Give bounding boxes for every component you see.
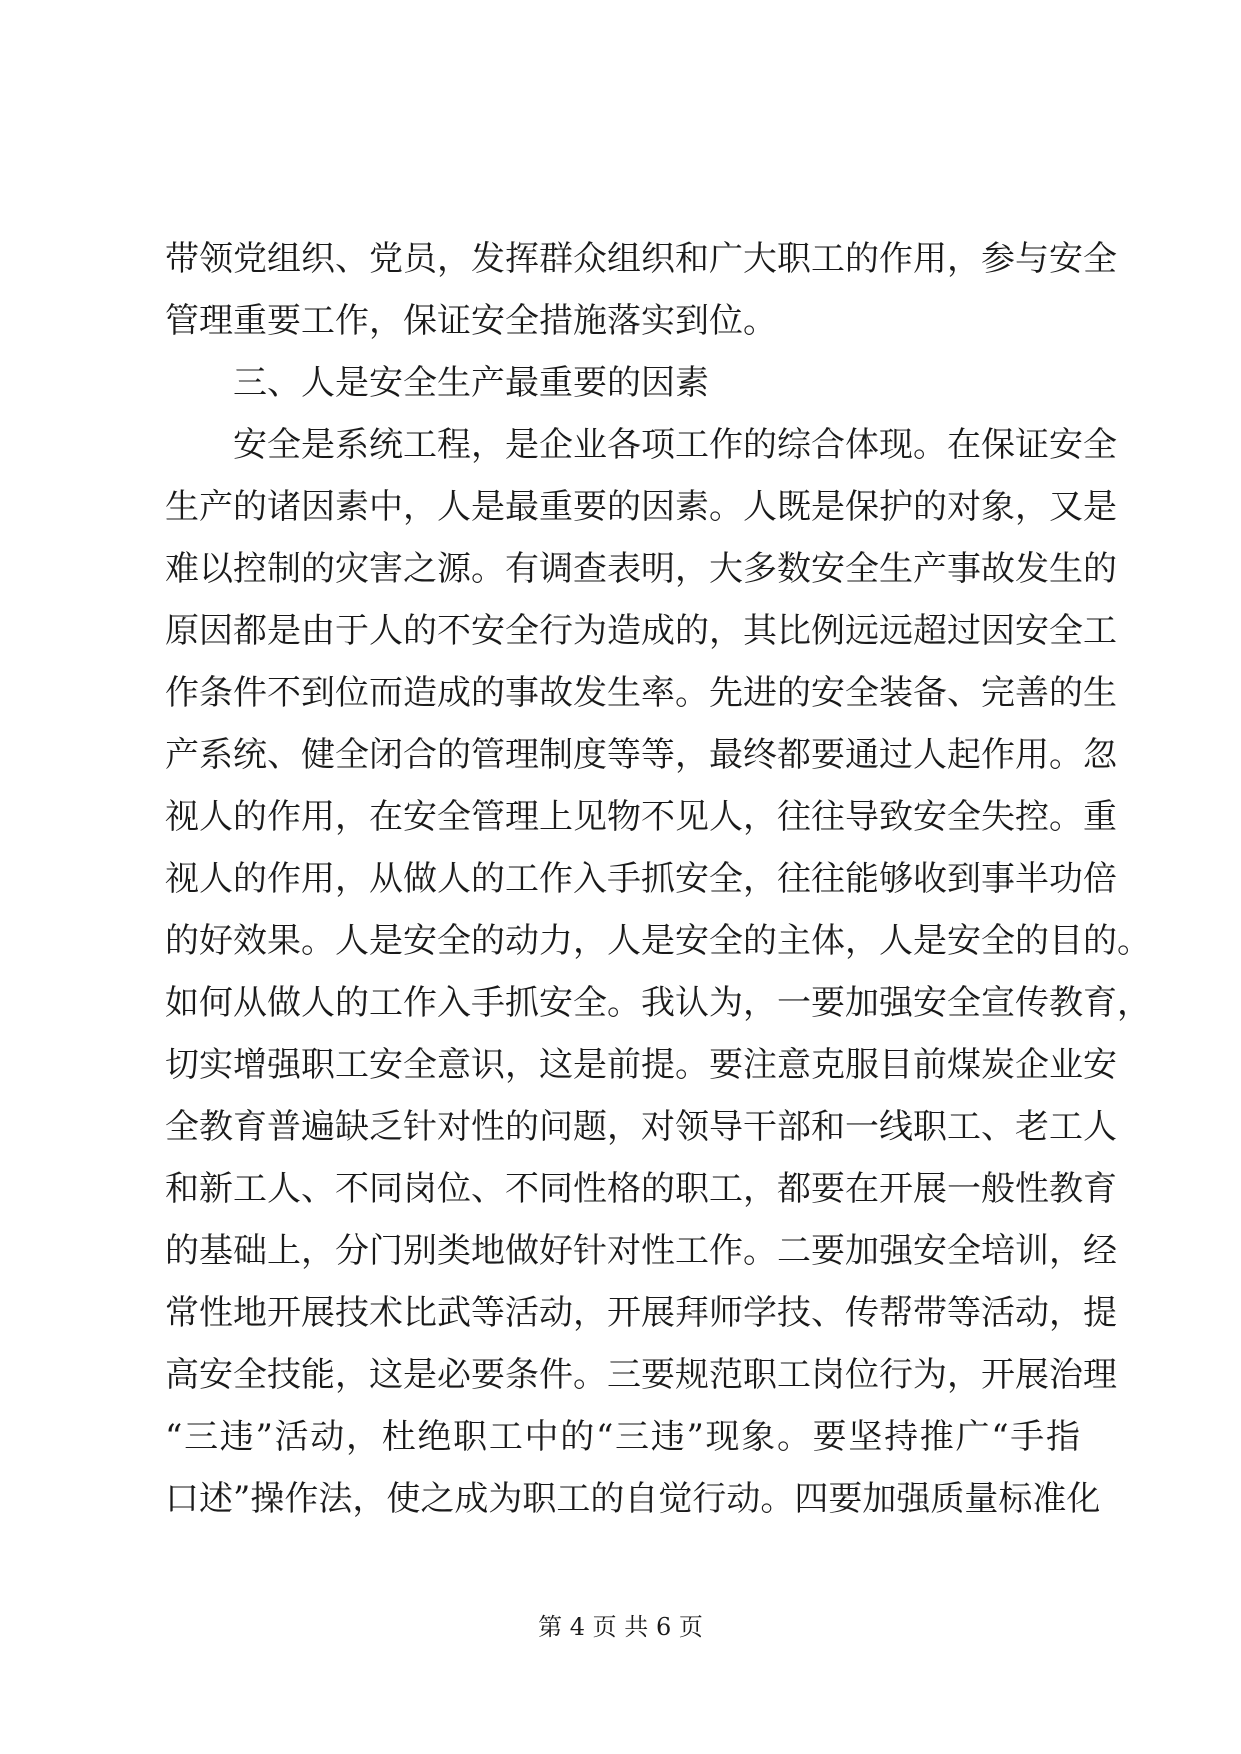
text-line: 常性地开展技术比武等活动，开展拜师学技、传帮带等活动，提	[165, 1293, 1117, 1333]
text-line: 口述”操作法，使之成为职工的自觉行动。四要加强质量标准化	[165, 1479, 1101, 1519]
text-line: 和新工人、不同岗位、不同性格的职工，都要在开展一般性教育	[165, 1169, 1117, 1209]
text-line: 的好效果。人是安全的动力，人是安全的主体，人是安全的目的。	[165, 921, 1151, 961]
paragraph-main	[165, 414, 1151, 1530]
text-line: 原因都是由于人的不安全行为造成的，其比例远远超过因安全工	[165, 611, 1117, 651]
page-number-footer: 第 4 页 共 6 页	[538, 1613, 703, 1641]
text-line: 安全是系统工程，是企业各项工作的综合体现。在保证安全	[165, 425, 1117, 465]
text-line: 切实增强职工安全意识，这是前提。要注意克服目前煤炭企业安	[165, 1045, 1117, 1085]
section-heading: 三、人是安全生产最重要的因素	[165, 363, 709, 403]
paragraph-continuation	[165, 228, 1117, 352]
text-line: 高安全技能，这是必要条件。三要规范职工岗位行为，开展治理	[165, 1355, 1117, 1395]
text-line: 作条件不到位而造成的事故发生率。先进的安全装备、完善的生	[165, 673, 1117, 713]
text-line: 全教育普遍缺乏针对性的问题，对领导干部和一线职工、老工人	[165, 1107, 1117, 1147]
text-line: 视人的作用，在安全管理上见物不见人，往往导致安全失控。重	[165, 797, 1117, 837]
text-line: “三违”活动，杜绝职工中的“三违”现象。要坚持推广“手指	[165, 1417, 1080, 1457]
text-line: 的基础上，分门别类地做好针对性工作。二要加强安全培训，经	[165, 1231, 1117, 1271]
body-text	[165, 228, 1151, 1530]
text-line: 生产的诸因素中，人是最重要的因素。人既是保护的对象，又是	[165, 487, 1117, 527]
text-line: 产系统、健全闭合的管理制度等等，最终都要通过人起作用。忽	[165, 735, 1117, 775]
text-line: 视人的作用，从做人的工作入手抓安全，往往能够收到事半功倍	[165, 859, 1117, 899]
text-line: 管理重要工作，保证安全措施落实到位。	[165, 301, 777, 341]
text-line: 带领党组织、党员，发挥群众组织和广大职工的作用，参与安全	[165, 239, 1117, 279]
text-line: 难以控制的灾害之源。有调查表明，大多数安全生产事故发生的	[165, 549, 1117, 589]
text-line: 如何从做人的工作入手抓安全。我认为，一要加强安全宣传教育，	[165, 983, 1151, 1023]
